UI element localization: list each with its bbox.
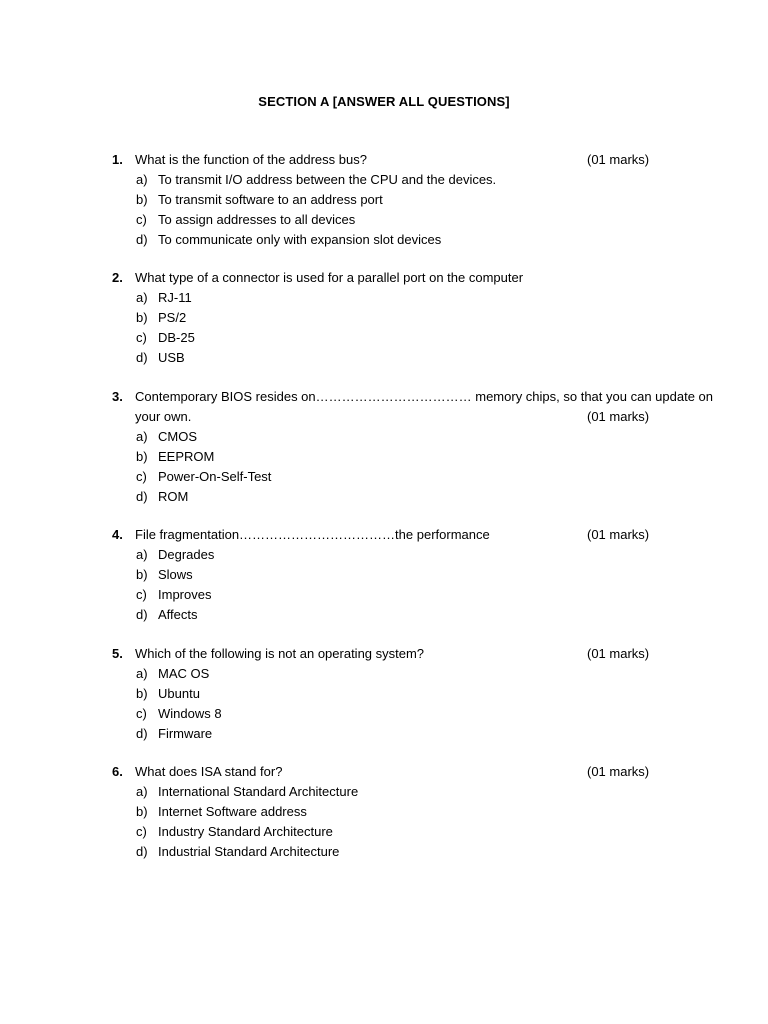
option-text: Improves	[158, 587, 212, 602]
option-letter: a)	[136, 172, 148, 187]
option-text: To transmit software to an address port	[158, 192, 383, 207]
question-number: 1.	[112, 152, 123, 167]
option-text: Firmware	[158, 726, 213, 741]
option-letter: b)	[136, 310, 148, 325]
option-b	[112, 802, 672, 822]
question-marks: (01 marks)	[587, 152, 650, 167]
question-marks: (01 marks)	[587, 764, 650, 779]
option-c	[112, 704, 672, 724]
option-letter: d)	[136, 489, 148, 504]
option-a	[112, 782, 672, 802]
section-title: SECTION A [ANSWER ALL QUESTIONS]	[258, 94, 510, 109]
option-text: To communicate only with expansion slot devices	[158, 232, 442, 247]
option-text: CMOS	[158, 429, 197, 444]
question-text: What type of a connector is used for a parallel port on the computer	[135, 270, 524, 285]
question-marks: (01 marks)	[587, 409, 650, 424]
question-marks: (01 marks)	[587, 527, 650, 542]
option-text: Internet Software address	[158, 804, 307, 819]
option-a	[112, 664, 672, 684]
option-d	[112, 724, 672, 744]
question-6	[112, 762, 672, 862]
option-text: DB-25	[158, 330, 195, 345]
question-header	[112, 268, 672, 288]
question-number: 5.	[112, 646, 123, 661]
option-text: Slows	[158, 567, 193, 582]
option-text: EEPROM	[158, 449, 215, 464]
option-text: MAC OS	[158, 666, 210, 681]
option-text: Power-On-Self-Test	[158, 469, 272, 484]
question-3	[112, 387, 713, 507]
option-text: Ubuntu	[158, 686, 200, 701]
option-text: Affects	[158, 607, 198, 622]
question-number: 2.	[112, 270, 123, 285]
option-text: International Standard Architecture	[158, 784, 359, 799]
option-letter: c)	[136, 212, 147, 227]
option-text: Industrial Standard Architecture	[158, 844, 340, 859]
option-text: To transmit I/O address between the CPU and the devices.	[158, 172, 497, 187]
question-1	[112, 150, 672, 250]
question-2	[112, 268, 672, 368]
option-letter: b)	[136, 192, 148, 207]
option-d	[112, 605, 672, 625]
option-letter: a)	[136, 666, 148, 681]
question-number: 6.	[112, 764, 123, 779]
option-b	[112, 447, 672, 467]
option-letter: b)	[136, 567, 148, 582]
option-letter: d)	[136, 844, 148, 859]
option-letter: c)	[136, 587, 147, 602]
option-text: PS/2	[158, 310, 187, 325]
option-text: Windows 8	[158, 706, 222, 721]
option-letter: d)	[136, 607, 148, 622]
option-a	[112, 170, 672, 190]
question-header	[112, 644, 672, 664]
question-text: Which of the following is not an operating system?	[135, 646, 425, 661]
question-text-continued: your own.	[135, 409, 192, 424]
question-header	[112, 387, 713, 407]
question-header	[112, 525, 672, 545]
option-a	[112, 427, 672, 447]
option-letter: d)	[136, 350, 148, 365]
option-c	[112, 328, 672, 348]
option-letter: c)	[136, 330, 147, 345]
question-text: Contemporary BIOS resides on……………………………… memory chips, so that you can update on	[135, 389, 713, 404]
option-d	[112, 487, 672, 507]
option-letter: d)	[136, 232, 148, 247]
option-text: RJ-11	[158, 290, 192, 305]
option-c	[112, 467, 672, 487]
option-letter: b)	[136, 686, 148, 701]
option-text: USB	[158, 350, 185, 365]
question-text: What does ISA stand for?	[135, 764, 283, 779]
question-marks: (01 marks)	[587, 646, 650, 661]
option-letter: c)	[136, 469, 147, 484]
option-b	[112, 565, 672, 585]
option-text: Industry Standard Architecture	[158, 824, 333, 839]
option-c	[112, 822, 672, 842]
option-d	[112, 348, 672, 368]
option-a	[112, 545, 672, 565]
question-text: File fragmentation………………………………the performance	[135, 527, 490, 542]
option-a	[112, 288, 672, 308]
option-d	[112, 230, 672, 250]
option-letter: d)	[136, 726, 148, 741]
option-letter: b)	[136, 804, 148, 819]
question-4	[112, 525, 672, 625]
option-b	[112, 684, 672, 704]
option-letter: b)	[136, 449, 148, 464]
question-header	[112, 150, 672, 170]
question-text: What is the function of the address bus?	[135, 152, 367, 167]
option-letter: a)	[136, 547, 148, 562]
question-header	[112, 762, 672, 782]
option-d	[112, 842, 672, 862]
option-letter: a)	[136, 429, 148, 444]
option-text: ROM	[158, 489, 189, 504]
option-letter: a)	[136, 290, 148, 305]
question-number: 4.	[112, 527, 123, 542]
question-number: 3.	[112, 389, 123, 404]
option-b	[112, 190, 672, 210]
option-letter: a)	[136, 784, 148, 799]
option-letter: c)	[136, 824, 147, 839]
question-5	[112, 644, 672, 744]
option-text: To assign addresses to all devices	[158, 212, 356, 227]
option-text: Degrades	[158, 547, 215, 562]
option-c	[112, 585, 672, 605]
question-continuation	[112, 407, 672, 427]
option-letter: c)	[136, 706, 147, 721]
option-b	[112, 308, 672, 328]
option-c	[112, 210, 672, 230]
